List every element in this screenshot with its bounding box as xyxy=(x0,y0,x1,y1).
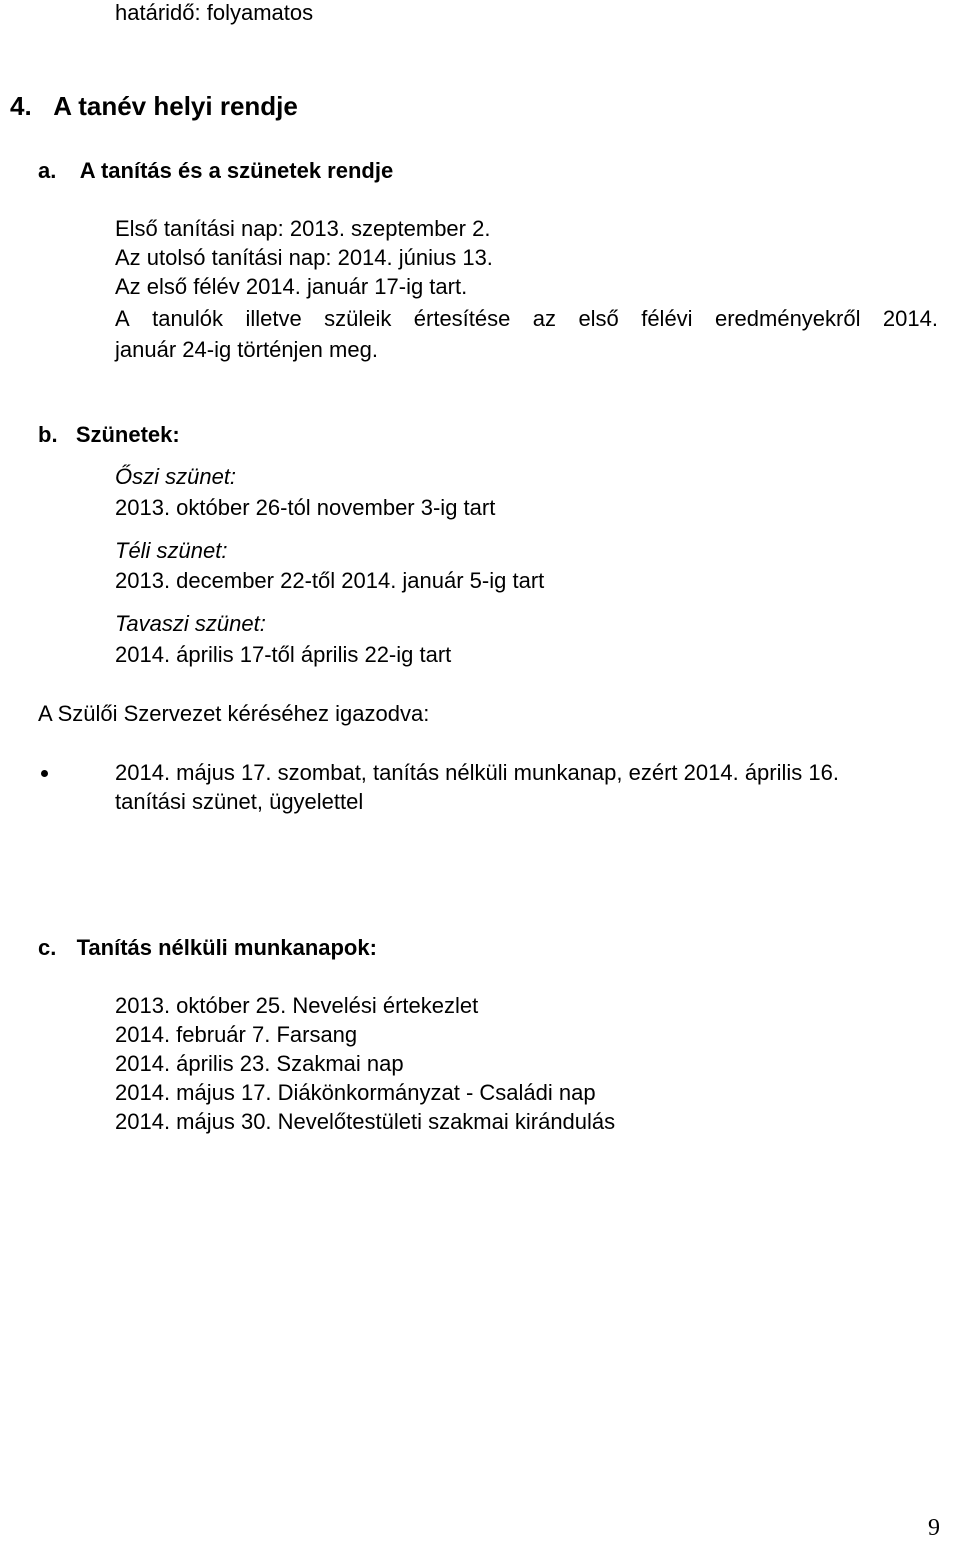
section-number: 4. xyxy=(10,91,32,121)
justified-word: az xyxy=(532,306,557,331)
non-teaching-day-item: 2014. április 23. Szakmai nap xyxy=(115,1051,404,1076)
spring-break-dates: 2014. április 17-től április 22-ig tart xyxy=(115,642,452,667)
subsection-c-letter: c. xyxy=(38,935,57,960)
subsection-b-letter: b. xyxy=(38,422,58,447)
section-heading xyxy=(10,93,298,119)
section-title: A tanév helyi rendje xyxy=(53,91,298,121)
autumn-break-dates: 2013. október 26-tól november 3-ig tart xyxy=(115,495,496,520)
non-teaching-day-item: 2014. május 17. Diákönkormányzat - Családi nap xyxy=(115,1080,596,1105)
subsection-a-heading xyxy=(38,160,393,182)
justified-word: tanulók xyxy=(152,306,224,331)
justified-word: félévi xyxy=(641,306,693,331)
justified-word: szüleik xyxy=(324,306,392,331)
autumn-break-label: Őszi szünet: xyxy=(115,464,237,489)
page-number: 9 xyxy=(928,1515,940,1541)
non-teaching-day-item: 2014. február 7. Farsang xyxy=(115,1022,358,1047)
subsection-c-heading xyxy=(38,937,377,959)
bullet-item-line-2: tanítási szünet, ügyelettel xyxy=(115,789,364,814)
winter-break-dates: 2013. december 22-től 2014. január 5-ig tart xyxy=(115,568,545,593)
subsection-b-title: Szünetek: xyxy=(75,422,180,447)
justified-word: A xyxy=(115,306,130,331)
justified-word: eredményekről xyxy=(714,306,861,331)
last-school-day: Az utolsó tanítási nap: 2014. június 13. xyxy=(115,245,493,270)
parent-notification-deadline: január 24-ig történjen meg. xyxy=(115,337,378,362)
non-teaching-day-item: 2014. május 30. Nevelőtestületi szakmai kirándulás xyxy=(115,1109,616,1134)
bullet-item-line-1: 2014. május 17. szombat, tanítás nélküli munkanap, ezért 2014. április 16. xyxy=(115,760,839,785)
justified-word: első xyxy=(578,306,619,331)
subsection-a-letter: a. xyxy=(38,158,57,183)
spring-break-label: Tavaszi szünet: xyxy=(115,611,266,636)
subsection-c-title: Tanítás nélküli munkanapok: xyxy=(76,935,377,960)
first-semester-end: Az első félév 2014. január 17-ig tart. xyxy=(115,274,468,299)
deadline-line: határidő: folyamatos xyxy=(115,0,314,25)
justified-word: értesítése xyxy=(413,306,511,331)
non-teaching-day-item: 2013. október 25. Nevelési értekezlet xyxy=(115,993,479,1018)
subsection-b-heading xyxy=(38,424,180,446)
bullet-icon xyxy=(41,770,48,777)
first-school-day: Első tanítási nap: 2013. szeptember 2. xyxy=(115,216,491,241)
winter-break-label: Téli szünet: xyxy=(115,538,228,563)
parent-organization-note: A Szülői Szervezet kéréséhez igazodva: xyxy=(38,701,430,726)
subsection-a-title: A tanítás és a szünetek rendje xyxy=(79,158,394,183)
justified-word: illetve xyxy=(245,306,302,331)
parent-notification-line xyxy=(115,308,938,330)
justified-word: 2014. xyxy=(882,306,938,331)
